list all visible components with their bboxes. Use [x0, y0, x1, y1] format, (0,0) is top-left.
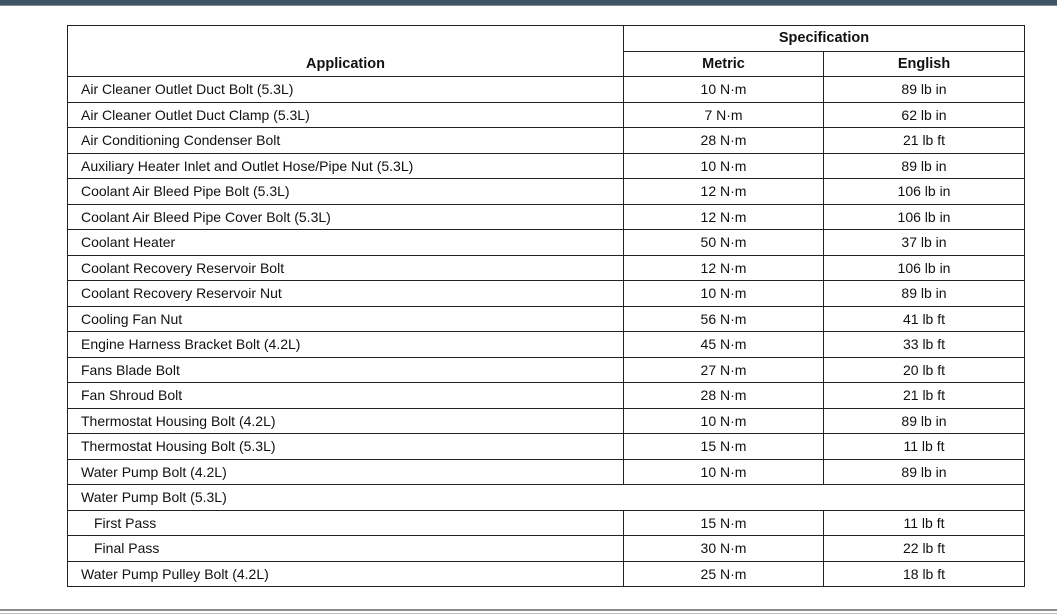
application-cell: Coolant Air Bleed Pipe Cover Bolt (5.3L) — [68, 204, 624, 230]
english-cell: 106 lb in — [824, 255, 1025, 281]
metric-cell: 27 N·m — [624, 357, 824, 383]
metric-cell: 15 N·m — [624, 434, 824, 460]
metric-cell: 12 N·m — [624, 179, 824, 205]
english-cell: 22 lb ft — [824, 536, 1025, 562]
table-row — [68, 332, 1025, 358]
window-top-bar — [0, 0, 1057, 6]
table-row — [68, 434, 1025, 460]
group-title-cell: Water Pump Bolt (5.3L) — [68, 485, 1025, 511]
application-cell: Auxiliary Heater Inlet and Outlet Hose/Pipe Nut (5.3L) — [68, 153, 624, 179]
english-cell: 89 lb in — [824, 153, 1025, 179]
metric-cell: 15 N·m — [624, 510, 824, 536]
table-row — [68, 102, 1025, 128]
specification-header: Specification — [624, 26, 1025, 52]
table-row — [68, 561, 1025, 587]
application-cell: Water Pump Bolt (4.2L) — [68, 459, 624, 485]
metric-cell: 10 N·m — [624, 77, 824, 103]
table-row — [68, 77, 1025, 103]
metric-cell: 12 N·m — [624, 204, 824, 230]
table-group-row — [68, 485, 1025, 511]
english-cell: 89 lb in — [824, 77, 1025, 103]
table-row — [68, 536, 1025, 562]
application-cell: Coolant Recovery Reservoir Nut — [68, 281, 624, 307]
metric-cell: 30 N·m — [624, 536, 824, 562]
page-bottom-rule — [0, 609, 1057, 611]
english-cell: 62 lb in — [824, 102, 1025, 128]
application-header: Application — [68, 26, 624, 77]
metric-cell: 28 N·m — [624, 383, 824, 409]
english-cell: 21 lb ft — [824, 128, 1025, 154]
application-cell: Water Pump Pulley Bolt (4.2L) — [68, 561, 624, 587]
table-row — [68, 510, 1025, 536]
metric-cell: 10 N·m — [624, 408, 824, 434]
metric-cell: 50 N·m — [624, 230, 824, 256]
table-body — [68, 77, 1025, 587]
application-cell: Coolant Heater — [68, 230, 624, 256]
table-row — [68, 179, 1025, 205]
english-cell: 89 lb in — [824, 281, 1025, 307]
application-cell: Air Cleaner Outlet Duct Bolt (5.3L) — [68, 77, 624, 103]
application-cell: Engine Harness Bracket Bolt (4.2L) — [68, 332, 624, 358]
application-cell: Fan Shroud Bolt — [68, 383, 624, 409]
application-cell: Air Conditioning Condenser Bolt — [68, 128, 624, 154]
english-cell: 37 lb in — [824, 230, 1025, 256]
table-row — [68, 306, 1025, 332]
table-row — [68, 128, 1025, 154]
table-row — [68, 153, 1025, 179]
english-cell: 11 lb ft — [824, 434, 1025, 460]
english-cell: 21 lb ft — [824, 383, 1025, 409]
metric-cell: 45 N·m — [624, 332, 824, 358]
application-cell: First Pass — [68, 510, 624, 536]
table-row — [68, 281, 1025, 307]
english-cell: 89 lb in — [824, 459, 1025, 485]
application-cell: Final Pass — [68, 536, 624, 562]
metric-cell: 10 N·m — [624, 459, 824, 485]
metric-cell: 10 N·m — [624, 281, 824, 307]
application-cell: Coolant Air Bleed Pipe Bolt (5.3L) — [68, 179, 624, 205]
english-cell: 89 lb in — [824, 408, 1025, 434]
metric-cell: 12 N·m — [624, 255, 824, 281]
application-cell: Fans Blade Bolt — [68, 357, 624, 383]
english-header: English — [824, 51, 1025, 77]
english-cell: 11 lb ft — [824, 510, 1025, 536]
table-row — [68, 383, 1025, 409]
metric-cell: 10 N·m — [624, 153, 824, 179]
table-row — [68, 204, 1025, 230]
english-cell: 41 lb ft — [824, 306, 1025, 332]
english-cell: 106 lb in — [824, 204, 1025, 230]
table-row — [68, 357, 1025, 383]
application-cell: Thermostat Housing Bolt (4.2L) — [68, 408, 624, 434]
english-cell: 106 lb in — [824, 179, 1025, 205]
torque-specification-table — [67, 25, 1025, 587]
metric-cell: 7 N·m — [624, 102, 824, 128]
page-bottom-rule-secondary — [0, 613, 1057, 614]
metric-cell: 28 N·m — [624, 128, 824, 154]
application-cell: Thermostat Housing Bolt (5.3L) — [68, 434, 624, 460]
metric-header: Metric — [624, 51, 824, 77]
application-cell: Coolant Recovery Reservoir Bolt — [68, 255, 624, 281]
english-cell: 20 lb ft — [824, 357, 1025, 383]
table-row — [68, 230, 1025, 256]
metric-cell: 56 N·m — [624, 306, 824, 332]
metric-cell: 25 N·m — [624, 561, 824, 587]
english-cell: 18 lb ft — [824, 561, 1025, 587]
table-row — [68, 408, 1025, 434]
table-row — [68, 459, 1025, 485]
english-cell: 33 lb ft — [824, 332, 1025, 358]
application-cell: Cooling Fan Nut — [68, 306, 624, 332]
application-cell: Air Cleaner Outlet Duct Clamp (5.3L) — [68, 102, 624, 128]
table-row — [68, 255, 1025, 281]
